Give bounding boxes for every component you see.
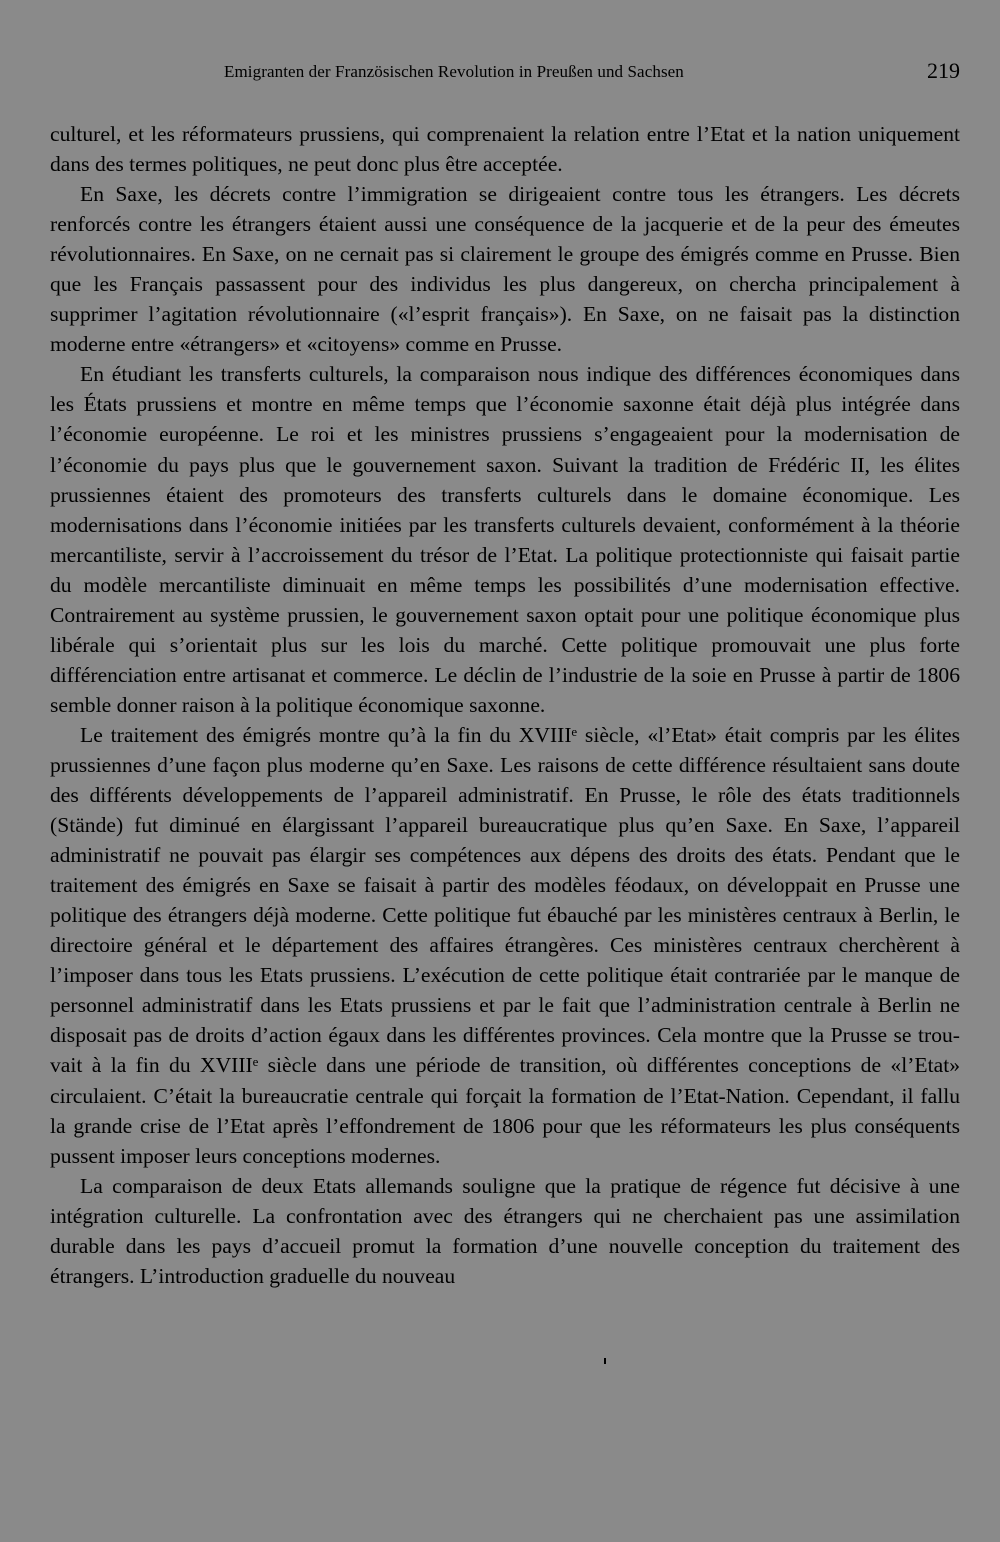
- running-header: [224, 58, 960, 90]
- running-title: Emigranten der Französischen Revolution in Preußen und Sachsen: [224, 62, 684, 81]
- paragraph-comparison: La comparaison de deux Etats allemands souligne que la pratique de régence fut décisive à une intégration culturelle. La confrontation avec des étrangers qui ne cherchaient pas une assimilation durable dans les pays d’accueil promut la formation d’une nouvelle conception du traitement des étrangers. L’introduction graduelle du nouveau: [50, 1173, 960, 1288]
- paragraph-saxony-decrees: En Saxe, les décrets contre l’immigration se dirigeaient contre tous les étrangers. Les décrets renforcés contre les étrangers étaient aussi une conséquence de la jacquerie et de la peur des émeutes révolutionnaires. En Saxe, on ne cernait pas si clairement le groupe des émigrés comme en Prusse. Bien que les Français passassent pour des individus les plus dangereux, on chercha principalement à supprimer l’agitation révolutionnaire («l’esprit français»). En Saxe, on ne faisait pas la distinction moderne entre «étrangers» et «citoyens» comme en Prusse.: [50, 182, 960, 357]
- print-speck: [604, 1358, 606, 1364]
- paragraph-treatment-of-emigres: Le traitement des émigrés montre qu’à la fin du XVIIIᵉ siècle, «l’Etat» était compris par les élites prussiennes d’une façon plus moderne qu’en Saxe. Les raisons de cette différence résultaient sans doute des différents développements de l’appareil administratif. En Prusse, le rôle des états traditionnels (Stände) fut diminué en élargissant l’appareil bureaucratique plus qu’en Saxe. En Saxe, l’appareil administratif ne pouvait pas élargir ses compétences aux dépens des droits des états. Pendant que le traitement des émigrés en Saxe se faisait à partir des modèles féodaux, on développait en Prusse une politique des étrangers déjà moderne. Cette politique fut ébauché par les ministères centraux à Berlin, le directoire général et le département des affaires étrangères. Ces ministères centraux cherchèrent à l’imposer dans tous les Etats prussiens. L’exécution de cette politique était contrariée par le manque de personnel administratif dans les Etats prussiens et par le fait que l’administration centrale à Berlin ne disposait pas de droits d’action égaux dans les différentes provinces. Cela montre que la Prusse se trouvait à la fin du XVIIIᵉ siècle dans une période de transition, où différentes conceptions de «l’Etat» circulaient. C’était la bureaucratie centrale qui forçait la formation de l’Etat-Nation. Cependant, il fallu la grande crise de l’Etat après l’effondrement de 1806 pour que les réformateurs les plus conséquents pussent imposer leurs conceptions modernes.: [50, 722, 960, 1168]
- paragraph-continued: culturel, et les réformateurs prussiens, qui comprenaient la relation entre l’Etat et la nation uniquement dans des termes politiques, ne peut donc plus être acceptée.: [50, 122, 960, 177]
- page-number: 219: [927, 58, 960, 83]
- body-text: [50, 119, 960, 1291]
- paragraph-cultural-transfers: En étudiant les transferts culturels, la comparaison nous indique des différences économiques dans les États prussiens et montre en même temps que l’économie saxonne était déjà plus intégrée dans l’économie européenne. Le roi et les ministres prussiens s’engageaient pour la modernisation de l’économie du pays plus que le gouvernement saxon. Suivant la tradition de Frédéric II, les élites prussiennes étaient des promoteurs des transferts culturels dans le domaine économique. Les modernisations dans l’économie initiées par les transferts culturels devaient, conformément à la théorie mercantiliste, servir à l’accroissement du trésor de l’Etat. La politique protectionniste qui faisait partie du modèle mercantiliste diminuait en même temps les possibilités d’une modernisation effective. Contrairement au système prussien, le gouvernement saxon optait pour une politique économique plus libérale qui s’orientait plus sur les lois du marché. Cette politique promouvait une plus forte différenciation entre artisanat et commerce. Le déclin de l’industrie de la soie en Prusse à partir de 1806 semble donner raison à la politique économique saxonne.: [50, 362, 960, 717]
